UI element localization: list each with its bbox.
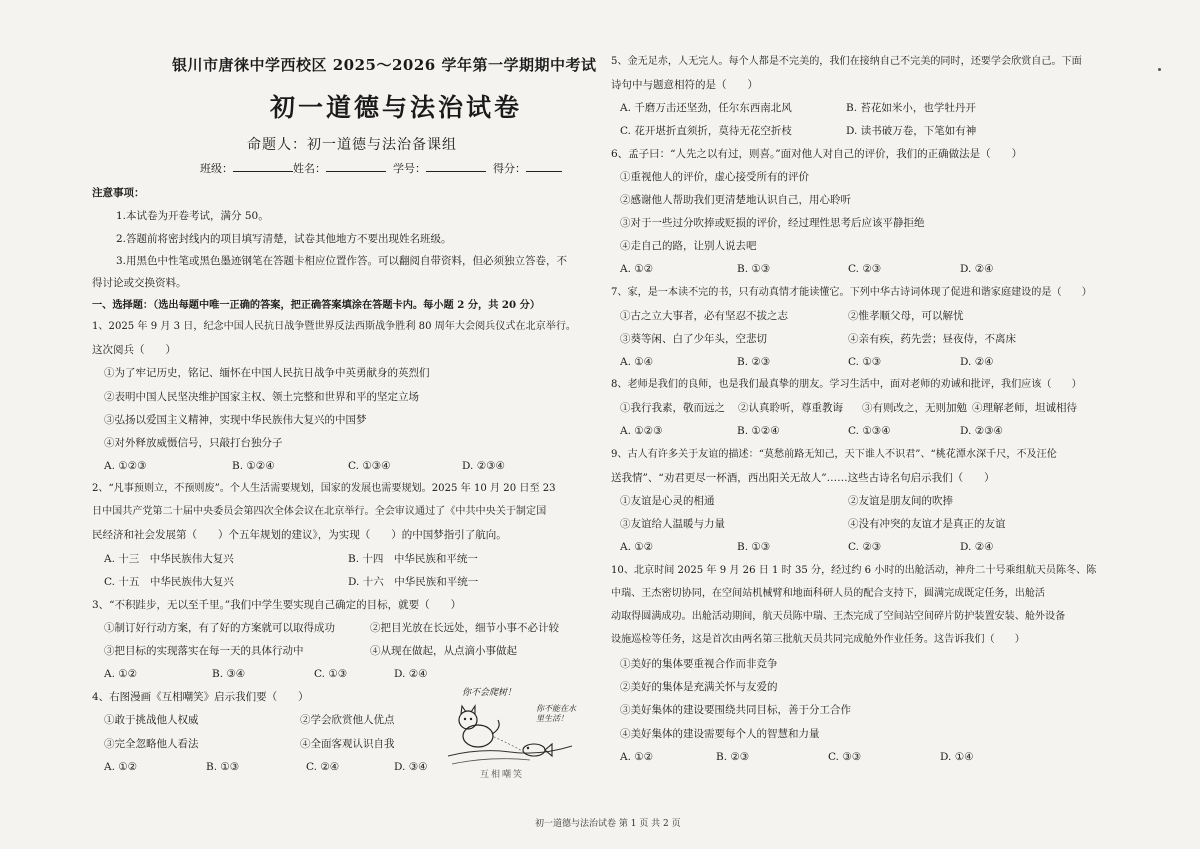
cartoon-speech-fish: 你不能在水里生活！ (536, 704, 576, 723)
q4-item-1: ①敢于挑战他人权威 (104, 714, 199, 726)
q6-item-2: ②感谢他人帮助我们更清楚地认识自己，用心聆听 (620, 194, 851, 206)
q3-item-4: ④从现在做起，从点滴小事做起 (370, 645, 517, 657)
q6-option-b: B. ①③ (737, 263, 771, 275)
class-label: 班级： (200, 162, 233, 175)
q9-option-a: A. ①② (620, 541, 654, 553)
q9-item-4: ④没有冲突的友谊才是真正的友谊 (848, 518, 1006, 530)
q3-option-d: D. ②④ (394, 668, 428, 680)
q3-item-1: ①制订好行动方案，有了好的方案就可以取得成功 (104, 622, 335, 634)
q3-option-b: B. ③④ (212, 668, 246, 680)
q9-option-d: D. ②④ (960, 541, 994, 553)
q6-option-c: C. ②③ (848, 263, 882, 275)
q1-option-b: B. ①②④ (232, 460, 275, 472)
id-label: 学号： (393, 162, 426, 175)
q1-item-1: ①为了牢记历史，铭记、缅怀在中国人民抗日战争中英勇献身的英烈们 (104, 367, 430, 379)
q6-option-a: A. ①② (620, 263, 654, 275)
q8-item-4: ④理解老师，坦诚相待 (972, 402, 1077, 414)
q10-item-3: ③美好集体的建设要围绕共同目标，善于分工合作 (620, 704, 851, 716)
mutual-mockery-cartoon (440, 686, 580, 786)
q3-item-2: ②把目光放在长远处，细节小事不必计较 (370, 622, 559, 634)
q10-option-d: D. ①④ (940, 751, 974, 763)
q1-line-1: 1、2025 年 9 月 3 日，纪念中国人民抗日战争暨世界反法西斯战争胜利 80 周年大会阅兵仪式在北京举行。 (92, 321, 577, 332)
q8-item-2: ②认真聆听，尊重教诲 (738, 402, 843, 414)
q7-option-a: A. ①④ (620, 356, 654, 368)
q4-option-b: B. ①③ (206, 761, 240, 773)
notes-heading: 注意事项： (92, 187, 145, 199)
q1-option-c: C. ①③④ (348, 460, 391, 472)
q7-option-c: C. ①③ (848, 356, 882, 368)
id-field[interactable] (426, 161, 486, 172)
q10-option-c: C. ③③ (828, 751, 862, 763)
q10-line-1: 10、北京时间 2025 年 9 月 26 日 1 时 35 分，经过约 6 小时的出舱活动，神舟二十号乘组航天员陈冬、陈 (611, 565, 1097, 576)
author-line: 命题人：初一道德与法治备课组 (247, 137, 457, 153)
q1-item-2: ②表明中国人民坚决维护国家主权、领土完整和世界和平的坚定立场 (104, 391, 419, 403)
note-1: 1.本试卷为开卷考试，满分 50。 (116, 210, 269, 222)
q9-option-c: C. ②③ (848, 541, 882, 553)
q9-line-2: 送我情”、“劝君更尽一杯酒，西出阳关无故人”……这些古诗名句启示我们（ ） (611, 472, 995, 484)
name-label: 姓名： (293, 162, 326, 175)
q2-line-1: 2、“凡事预则立，不预则废”。个人生活需要规划，国家的发展也需要规划。2025 年 10 月 20 日至 23 (92, 483, 556, 494)
q8-option-c: C. ①③④ (848, 425, 891, 437)
q7-item-4: ④亲有疾，药先尝；昼夜侍，不离床 (848, 333, 1016, 345)
q5-option-a: A. 千磨万击还坚劲，任尔东西南北风 (620, 102, 792, 114)
q9-line-1: 9、古人有许多关于友谊的描述：“莫愁前路无知己，天下谁人不识君”、“桃花潭水深千尺，不及汪伦 (611, 449, 1057, 460)
q5-line-1: 5、金无足赤，人无完人。每个人都是不完美的，我们在接纳自己不完美的同时，还要学会欣赏自己。下面 (611, 56, 1082, 67)
q8-option-a: A. ①②③ (620, 425, 663, 437)
cartoon-caption: 互相嘲笑 (480, 770, 525, 780)
q4-item-2: ②学会欣赏他人优点 (300, 714, 395, 726)
q6-line-1: 6、孟子曰：“人先之以有过，则喜。”面对他人对自己的评价，我们的正确做法是（ ） (611, 148, 1023, 160)
q8-item-1: ①我行我素，敬而远之 (620, 402, 725, 414)
cartoon-speech-cat: 你不会爬树！ (462, 688, 517, 698)
student-info-row (200, 160, 562, 176)
q4-option-c: C. ②④ (306, 761, 340, 773)
q2-line-3: 民经济和社会发展第（ ）个五年规划的建议》，为实现（ ）的中国梦指引了航向。 (92, 529, 507, 541)
q10-line-4: 设施巡检等任务，这是首次由两名第三批航天员共同完成舱外作业任务。这告诉我们（ ） (611, 634, 1025, 645)
q8-option-b: B. ①②④ (737, 425, 780, 437)
q3-line-1: 3、“不积跬步，无以至千里。”我们中学生要实现自己确定的目标，就要（ ） (92, 599, 462, 611)
q2-option-a: A. 十三 中华民族伟大复兴 (104, 553, 234, 565)
q6-option-d: D. ②④ (960, 263, 994, 275)
q7-option-d: D. ②④ (960, 356, 994, 368)
paper-title: 初一道德与法治试卷 (270, 93, 523, 122)
q2-line-2: 日中国共产党第二十届中央委员会第四次全体会议在北京举行。全会审议通过了《中共中央关于制定国 (92, 506, 547, 517)
q1-item-3: ③弘扬以爱国主义精神，实现中华民族伟大复兴的中国梦 (104, 414, 367, 426)
q3-item-3: ③把目标的实现落实在每一天的具体行动中 (104, 645, 304, 657)
class-field[interactable] (233, 161, 293, 172)
q4-option-a: A. ①② (104, 761, 138, 773)
note-3: 3.用黑色中性笔或黑色墨迹钢笔在答题卡相应位置作答。可以翻阅自带资料，但必须独立答卷，不 (116, 255, 568, 267)
q1-option-a: A. ①②③ (104, 460, 147, 472)
scan-speck (1158, 68, 1161, 71)
q7-option-b: B. ②③ (737, 356, 771, 368)
q8-option-d: D. ②③④ (960, 425, 1003, 437)
q1-item-4: ④对外释放威慑信号，只敲打台独分子 (104, 437, 283, 449)
q7-item-1: ①古之立大事者，必有坚忍不拔之志 (620, 310, 788, 322)
name-field[interactable] (326, 161, 386, 172)
q5-line-2: 诗句中与题意相符的是（ ） (611, 79, 758, 91)
q4-item-4: ④全面客观认识自我 (300, 738, 395, 750)
q4-line-1: 4、右图漫画《互相嘲笑》启示我们要（ ） (92, 691, 309, 703)
q2-option-c: C. 十五 中华民族伟大复兴 (104, 576, 234, 588)
q9-item-3: ③友谊给人温暖与力量 (620, 518, 725, 530)
q10-option-a: A. ①② (620, 751, 654, 763)
q3-option-c: C. ①③ (314, 668, 348, 680)
school-title: 银川市唐徕中学西校区 2025～2026 学年第一学期期中考试 (172, 56, 597, 74)
q4-item-3: ③完全忽略他人看法 (104, 738, 199, 750)
note-2: 2.答题前将密封线内的项目填写清楚，试卷其他地方不要出现姓名班级。 (116, 233, 452, 245)
note-4: 得讨论或交换资料。 (92, 277, 187, 289)
q1-line-2: 这次阅兵（ ） (92, 344, 176, 356)
q2-option-b: B. 十四 中华民族和平统一 (348, 553, 478, 565)
q4-option-d: D. ③④ (394, 761, 428, 773)
q9-item-1: ①友谊是心灵的相通 (620, 495, 715, 507)
page-footer: 初一道德与法治试卷 第 1 页 共 2 页 (535, 819, 681, 829)
q5-option-c: C. 花开堪折直须折，莫待无花空折枝 (620, 125, 792, 137)
q3-option-a: A. ①② (104, 668, 138, 680)
score-field[interactable] (526, 161, 562, 172)
q6-item-4: ④走自己的路，让别人说去吧 (620, 240, 757, 252)
q10-line-3: 动取得圆满成功。出舱活动期间，航天员陈中瑞、王杰完成了空间站空间碎片防护装置安装、舱外设备 (611, 611, 1066, 622)
q6-item-3: ③对于一些过分吹捧或贬损的评价，经过理性思考后应该平静拒绝 (620, 217, 925, 229)
q7-line-1: 7、家，是一本读不完的书，只有动真情才能读懂它。下列中华古诗词体现了促进和谐家庭建设的是（ ） (611, 287, 1092, 298)
q8-line-1: 8、老师是我们的良师，也是我们最真挚的朋友。学习生活中，面对老师的劝诫和批评，我们应该（ ） (611, 379, 1082, 390)
q10-item-1: ①美好的集体要重视合作而非竞争 (620, 658, 778, 670)
q8-item-3: ③有则改之，无则加勉 (862, 402, 967, 414)
q7-item-3: ③葵等闲、白了少年头，空悲切 (620, 333, 767, 345)
q5-option-d: D. 读书破万卷，下笔如有神 (846, 125, 977, 137)
q2-option-d: D. 十六 中华民族和平统一 (348, 576, 479, 588)
section1-heading: 一、选择题：（选出每题中唯一正确的答案，把正确答案填涂在答题卡内。每小题 2 分，共 20 分） (92, 299, 541, 311)
q5-option-b: B. 苔花如米小，也学牡丹开 (846, 102, 976, 114)
q1-option-d: D. ②③④ (462, 460, 505, 472)
q10-item-2: ②美好的集体是充满关怀与友爱的 (620, 681, 778, 693)
q9-item-2: ②友谊是朋友间的吹捧 (848, 495, 953, 507)
q9-option-b: B. ①③ (737, 541, 771, 553)
q7-item-2: ②惟孝顺父母，可以解忧 (848, 310, 964, 322)
q10-line-2: 中瑞、王杰密切协同，在空间站机械臂和地面科研人员的配合支持下，圆满完成既定任务，出舱活 (611, 588, 1046, 599)
q10-option-b: B. ②③ (716, 751, 750, 763)
score-label: 得分： (493, 162, 526, 175)
q10-item-4: ④美好集体的建设需要每个人的智慧和力量 (620, 728, 820, 740)
q6-item-1: ①重视他人的评价，虚心接受所有的评价 (620, 171, 809, 183)
